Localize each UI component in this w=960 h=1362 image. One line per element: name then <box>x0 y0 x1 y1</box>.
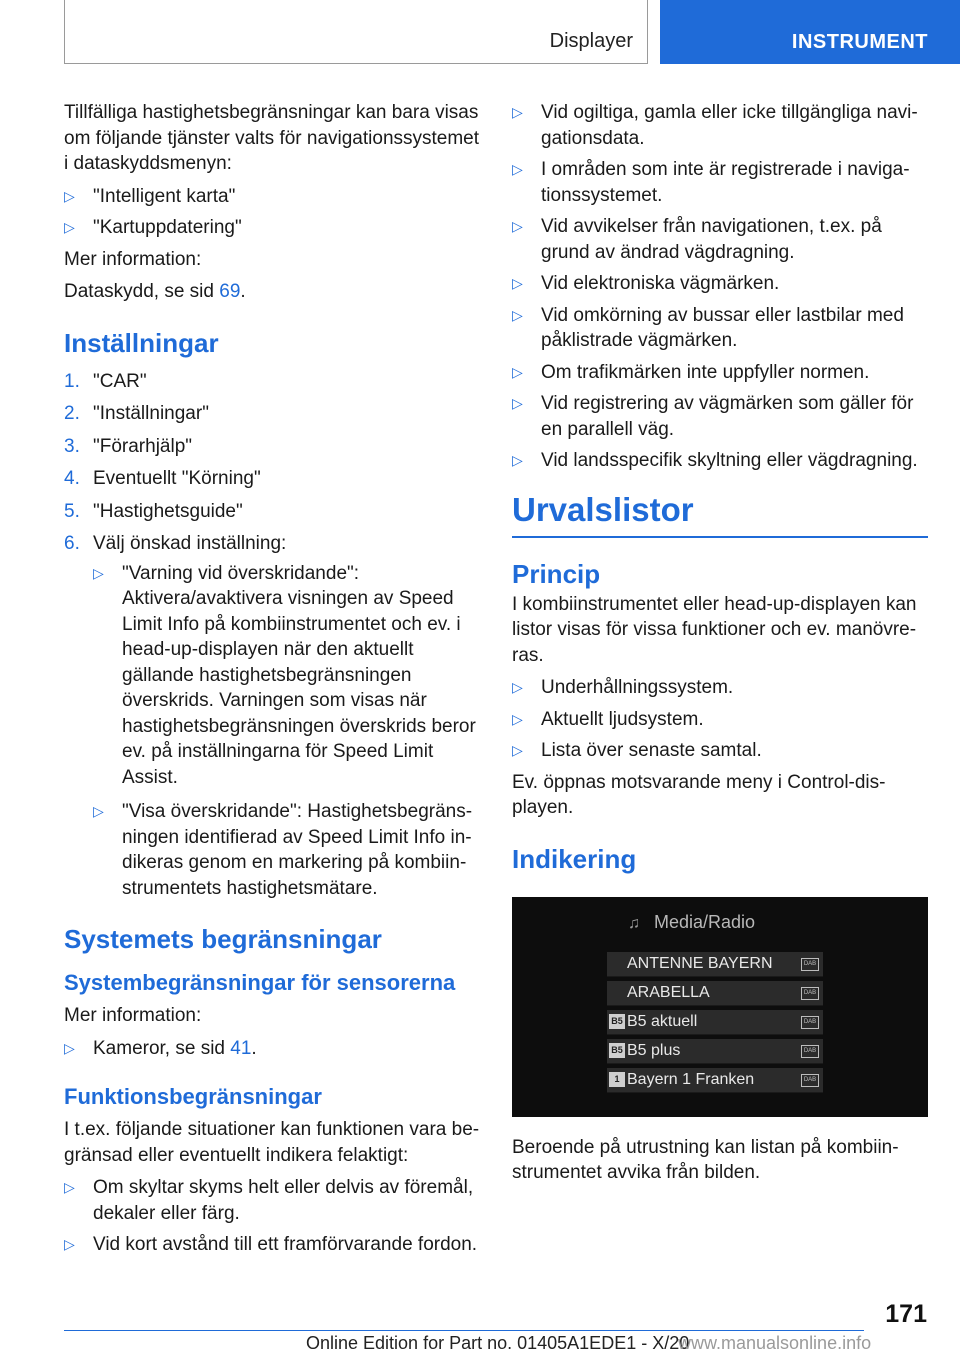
triangle-bullet-icon: ▷ <box>64 187 75 204</box>
privacy-page-link[interactable]: 69 <box>219 281 241 302</box>
station-row: B5 B5 plus DAB <box>607 1039 823 1064</box>
header-section-box <box>64 0 648 64</box>
triangle-bullet-icon: ▷ <box>512 306 523 323</box>
list-item: ▷ Kameror, se sid 41. <box>64 1036 480 1062</box>
list-item: ▷ "Varning vid överskridande": Aktivera/avaktivera visningen av Speed Limit Info på kombiinstrumentet och ev. i head-up-displayen när den aktuellt gällande hastighetsbegränsningen överskrids. Varningen som visas när hastighetsbegränsningen överskrids beror ev. på inställningarna för Speed Limit Assist. <box>93 561 480 791</box>
step-item: 5. "Hastighetsguide" <box>64 500 243 522</box>
more-info-label: Mer information: <box>64 248 202 270</box>
station-logo: B5 <box>609 1043 625 1058</box>
media-radio-screenshot <box>512 897 928 1117</box>
intro-text: Tillfälliga hastighetsbegränsningar kan bara visas om följande tjänster valts för navigationssystemet i dataskyddsmenyn: <box>64 102 480 174</box>
lists-heading: Urvalslistor <box>512 488 928 538</box>
footer-divider <box>64 1330 864 1331</box>
station-row: 1 Bayern 1 Franken DAB <box>607 1068 823 1093</box>
step-item: 6. Välj önskad inställning: <box>64 533 287 554</box>
list-item: ▷ Vid omkörning av bussar eller lastbilar med påklistrade vägmärken. <box>512 303 928 354</box>
substep-list <box>93 561 480 902</box>
triangle-bullet-icon: ▷ <box>512 275 523 291</box>
limits-heading: Systemets begränsningar <box>64 924 382 954</box>
station-row: ANTENNE BAYERN DAB <box>607 952 823 977</box>
triangle-bullet-icon: ▷ <box>64 219 75 235</box>
triangle-bullet-icon: ▷ <box>512 395 523 411</box>
triangle-bullet-icon: ▷ <box>512 710 523 727</box>
chapter-tab <box>660 0 960 64</box>
step-item: 4. Eventuellt "Körning" <box>64 468 261 489</box>
list-item: ▷ Vid ogiltiga, gamla eller icke tillgängliga navigationsdata. <box>512 100 928 151</box>
function-intro: I t.ex. följande situationer kan funktionen vara begränsad eller eventuellt indikera felaktigt: <box>64 1119 480 1166</box>
section-title: Displayer <box>549 30 633 52</box>
triangle-bullet-icon: ▷ <box>512 363 523 380</box>
triangle-bullet-icon: ▷ <box>64 1039 75 1056</box>
dab-badge: DAB <box>801 958 819 971</box>
list-item: ▷ Om skyltar skyms helt eller delvis av föremål, dekaler eller färg. <box>64 1175 480 1226</box>
chapter-title: INSTRUMENT <box>791 31 928 53</box>
left-column <box>64 100 480 1264</box>
triangle-bullet-icon: ▷ <box>512 679 523 695</box>
list-item: ▷ Lista över senaste samtal. <box>512 738 928 764</box>
list-item: ▷ "Intelligent karta" <box>64 184 480 210</box>
list-item: ▷ Om trafikmärken inte uppfyller normen. <box>512 360 928 386</box>
function-heading: Funktionsbegränsningar <box>64 1084 322 1109</box>
principle-text: I kombiinstrumentet eller head-up-displayen kan listor visas för vissa funktioner och ev. manövreras. <box>512 593 917 666</box>
list-item: ▷ Vid elektroniska vägmärken. <box>512 271 928 297</box>
watermark-text: www.manualsonline.info <box>678 1333 872 1353</box>
triangle-bullet-icon: ▷ <box>512 218 523 234</box>
edition-text: Online Edition for Part no. 01405A1EDE1 - X/20 <box>306 1333 690 1353</box>
station-row: ARABELLA DAB <box>607 981 823 1006</box>
triangle-bullet-icon: ▷ <box>512 452 523 468</box>
list-item: ▷ Vid kort avstånd till ett framförvarande fordon. <box>64 1232 480 1258</box>
dab-badge: DAB <box>801 1045 819 1058</box>
triangle-bullet-icon: ▷ <box>64 1236 75 1252</box>
dab-badge: DAB <box>801 1074 819 1087</box>
list-item: ▷ Vid registrering av vägmärken som gäller för en parallell väg. <box>512 391 928 442</box>
triangle-bullet-icon: ▷ <box>93 564 104 581</box>
list-item: ▷ Aktuellt ljudsystem. <box>512 707 928 733</box>
triangle-bullet-icon: ▷ <box>512 742 523 758</box>
principle-heading: Princip <box>512 558 601 589</box>
indication-heading: Indikering <box>512 843 637 874</box>
step-item: 1. "CAR" <box>64 370 147 392</box>
list-item: ▷ "Visa överskridande": Hastighetsbegränsningen identifierad av Speed Limit Info indikeras genom en markering på kombiinstrumentets hastighetsmätare. <box>93 799 480 901</box>
station-logo: B5 <box>609 1014 625 1029</box>
figure-caption: Beroende på utrustning kan listan på kombiinstrumentet avvika från bilden. <box>512 1136 899 1183</box>
step-item: 2. "Inställningar" <box>64 403 209 424</box>
dab-badge: DAB <box>801 1016 819 1029</box>
list-item: ▷ Vid landsspecifik skyltning eller vägdragning. <box>512 448 928 474</box>
list-item: ▷ "Kartuppdatering" <box>64 215 480 241</box>
sensor-heading: Systembegränsningar för sensorerna <box>64 970 456 995</box>
figure-title: ♫ Media/Radio <box>628 909 755 937</box>
triangle-bullet-icon: ▷ <box>512 161 523 177</box>
triangle-bullet-icon: ▷ <box>93 803 104 819</box>
triangle-bullet-icon: ▷ <box>64 1179 75 1195</box>
camera-page-link[interactable]: 41 <box>230 1037 252 1059</box>
dab-badge: DAB <box>801 987 819 1000</box>
sensor-more-info: Mer information: <box>64 1005 202 1026</box>
list-item: ▷ Underhållningssystem. <box>512 675 928 701</box>
list-item: ▷ I områden som inte är registrerade i navigationssystemet. <box>512 157 928 208</box>
privacy-reference: Dataskydd, se sid 69. <box>64 281 246 302</box>
settings-heading: Inställningar <box>64 327 219 358</box>
station-logo: 1 <box>609 1072 625 1087</box>
radio-icon: ♫ <box>628 914 640 932</box>
list-item: ▷ Vid avvikelser från navigationen, t.ex. på grund av ändrad vägdragning. <box>512 214 928 265</box>
triangle-bullet-icon: ▷ <box>512 104 523 120</box>
right-column <box>512 100 928 1193</box>
step-item: 3. "Förarhjälp" <box>64 435 193 457</box>
station-row: B5 B5 aktuell DAB <box>607 1010 823 1035</box>
control-display-text: Ev. öppnas motsvarande meny i Control-displayen. <box>512 771 886 818</box>
page-number: 171 <box>885 1300 927 1328</box>
